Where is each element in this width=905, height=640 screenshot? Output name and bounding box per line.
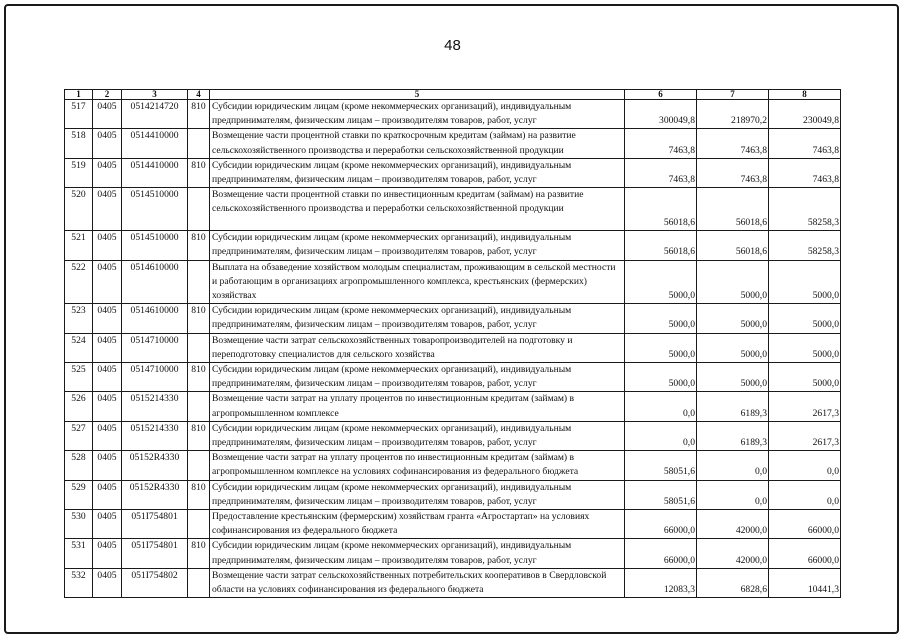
expense-type: 810: [188, 421, 210, 450]
row-number: 529: [65, 480, 93, 509]
column-header: 7: [697, 90, 769, 100]
expense-type: [188, 451, 210, 480]
row-description: Возмещение части затрат сельскохозяйственных потребительских кооперативов в Свердловской области на условиях софинансирования из федерального бюджета: [210, 568, 625, 597]
row-number: 527: [65, 421, 93, 450]
table-row: [65, 480, 841, 509]
table-row: [65, 333, 841, 362]
table-row: [65, 100, 841, 129]
amount-col6: 5000,0: [625, 304, 697, 333]
row-description: Субсидии юридическим лицам (кроме некоммерческих организаций), индивидуальным предпринимателям, физическим лицам – производителям товаров, работ, услуг: [210, 231, 625, 260]
amount-col7: 7463,8: [697, 129, 769, 158]
expense-type: [188, 260, 210, 304]
table-row: [65, 188, 841, 231]
target-code: 0514710000: [122, 363, 188, 392]
row-description: Возмещение части процентной ставки по инвестиционным кредитам (займам) на развитие сельскохозяйственного производства и переработки сельскохозяйственной продукции: [210, 188, 625, 231]
column-header: 2: [93, 90, 122, 100]
amount-col6: 58051,6: [625, 480, 697, 509]
expense-type: 810: [188, 231, 210, 260]
section-code: 0405: [93, 451, 122, 480]
amount-col7: 5000,0: [697, 333, 769, 362]
target-code: 05152R4330: [122, 451, 188, 480]
amount-col6: 66000,0: [625, 539, 697, 568]
target-code: 051I754802: [122, 568, 188, 597]
table-row: [65, 568, 841, 597]
amount-col6: 5000,0: [625, 333, 697, 362]
amount-col8: 2617,3: [769, 421, 841, 450]
row-description: Субсидии юридическим лицам (кроме некоммерческих организаций), индивидуальным предпринимателям, физическим лицам – производителям товаров, работ, услуг: [210, 304, 625, 333]
column-header: 6: [625, 90, 697, 100]
expense-type: [188, 129, 210, 158]
column-header: 5: [210, 90, 625, 100]
section-code: 0405: [93, 421, 122, 450]
target-code: 0514610000: [122, 304, 188, 333]
section-code: 0405: [93, 100, 122, 129]
table-row: [65, 260, 841, 304]
row-description: Субсидии юридическим лицам (кроме некоммерческих организаций), индивидуальным предпринимателям, физическим лицам – производителям товаров, работ, услуг: [210, 539, 625, 568]
amount-col8: 5000,0: [769, 304, 841, 333]
section-code: 0405: [93, 510, 122, 539]
amount-col8: 5000,0: [769, 260, 841, 304]
target-code: 051I754801: [122, 539, 188, 568]
expense-type: 810: [188, 539, 210, 568]
column-header: 4: [188, 90, 210, 100]
expense-type: [188, 392, 210, 421]
amount-col6: 66000,0: [625, 510, 697, 539]
amount-col8: 7463,8: [769, 129, 841, 158]
amount-col7: 7463,8: [697, 158, 769, 187]
row-number: 518: [65, 129, 93, 158]
expense-type: [188, 510, 210, 539]
target-code: 0514510000: [122, 188, 188, 231]
section-code: 0405: [93, 231, 122, 260]
section-code: 0405: [93, 158, 122, 187]
amount-col8: 66000,0: [769, 539, 841, 568]
row-description: Субсидии юридическим лицам (кроме некоммерческих организаций), индивидуальным предпринимателям, физическим лицам – производителям товаров, работ, услуг: [210, 158, 625, 187]
amount-col7: 5000,0: [697, 304, 769, 333]
amount-col7: 6189,3: [697, 392, 769, 421]
amount-col8: 10441,3: [769, 568, 841, 597]
amount-col6: 7463,8: [625, 158, 697, 187]
amount-col7: 56018,6: [697, 188, 769, 231]
amount-col7: 42000,0: [697, 539, 769, 568]
row-description: Возмещение части процентной ставки по краткосрочным кредитам (займам) на развитие сельскохозяйственного производства и переработки сельскохозяйственной продукции: [210, 129, 625, 158]
section-code: 0405: [93, 568, 122, 597]
table-row: [65, 451, 841, 480]
amount-col6: 12083,3: [625, 568, 697, 597]
expense-type: [188, 188, 210, 231]
row-number: 523: [65, 304, 93, 333]
row-description: Предоставление крестьянским (фермерским) хозяйствам гранта «Агростартап» на условиях софинансирования из федерального бюджета: [210, 510, 625, 539]
amount-col7: 42000,0: [697, 510, 769, 539]
page-number: 48: [444, 37, 461, 54]
amount-col7: 6828,6: [697, 568, 769, 597]
section-code: 0405: [93, 304, 122, 333]
column-header: 8: [769, 90, 841, 100]
amount-col8: 230049,8: [769, 100, 841, 129]
target-code: 05152R4330: [122, 480, 188, 509]
expense-type: 810: [188, 100, 210, 129]
table-row: [65, 129, 841, 158]
budget-table: [64, 89, 841, 598]
amount-col6: 0,0: [625, 392, 697, 421]
section-code: 0405: [93, 480, 122, 509]
row-number: 520: [65, 188, 93, 231]
expense-type: 810: [188, 158, 210, 187]
row-number: 526: [65, 392, 93, 421]
amount-col6: 56018,6: [625, 231, 697, 260]
amount-col7: 0,0: [697, 480, 769, 509]
amount-col8: 58258,3: [769, 231, 841, 260]
column-header: 1: [65, 90, 93, 100]
table-row: [65, 392, 841, 421]
row-description: Субсидии юридическим лицам (кроме некоммерческих организаций), индивидуальным предпринимателям, физическим лицам – производителям товаров, работ, услуг: [210, 480, 625, 509]
amount-col6: 58051,6: [625, 451, 697, 480]
amount-col7: 0,0: [697, 451, 769, 480]
table-row: [65, 304, 841, 333]
amount-col7: 6189,3: [697, 421, 769, 450]
row-number: 530: [65, 510, 93, 539]
target-code: 0515214330: [122, 421, 188, 450]
row-description: Выплата на обзаведение хозяйством молодым специалистам, проживающим в сельской местности и работающим в организациях агропромышленного комплекса, крестьянских (фермерских) хозяйствах: [210, 260, 625, 304]
section-code: 0405: [93, 333, 122, 362]
section-code: 0405: [93, 129, 122, 158]
amount-col8: 2617,3: [769, 392, 841, 421]
amount-col6: 0,0: [625, 421, 697, 450]
table-row: [65, 421, 841, 450]
row-description: Возмещение части затрат на уплату процентов по инвестиционным кредитам (займам) в агропромышленном комплексе на условиях софинансирования из федерального бюджета: [210, 451, 625, 480]
amount-col6: 300049,8: [625, 100, 697, 129]
amount-col7: 5000,0: [697, 260, 769, 304]
target-code: 0514510000: [122, 231, 188, 260]
amount-col6: 5000,0: [625, 260, 697, 304]
amount-col8: 66000,0: [769, 510, 841, 539]
row-number: 517: [65, 100, 93, 129]
amount-col8: 0,0: [769, 451, 841, 480]
amount-col7: 56018,6: [697, 231, 769, 260]
column-header: 3: [122, 90, 188, 100]
amount-col8: 5000,0: [769, 363, 841, 392]
row-description: Субсидии юридическим лицам (кроме некоммерческих организаций), индивидуальным предпринимателям, физическим лицам – производителям товаров, работ, услуг: [210, 100, 625, 129]
section-code: 0405: [93, 392, 122, 421]
target-code: 0514710000: [122, 333, 188, 362]
row-number: 532: [65, 568, 93, 597]
target-code: 0514410000: [122, 158, 188, 187]
amount-col7: 218970,2: [697, 100, 769, 129]
target-code: 0514410000: [122, 129, 188, 158]
target-code: 0514214720: [122, 100, 188, 129]
section-code: 0405: [93, 363, 122, 392]
table-row: [65, 363, 841, 392]
target-code: 0514610000: [122, 260, 188, 304]
section-code: 0405: [93, 260, 122, 304]
row-description: Субсидии юридическим лицам (кроме некоммерческих организаций), индивидуальным предпринимателям, физическим лицам – производителям товаров, работ, услуг: [210, 363, 625, 392]
row-number: 525: [65, 363, 93, 392]
header-row: [65, 90, 841, 100]
amount-col6: 7463,8: [625, 129, 697, 158]
amount-col8: 0,0: [769, 480, 841, 509]
amount-col6: 56018,6: [625, 188, 697, 231]
amount-col7: 5000,0: [697, 363, 769, 392]
amount-col6: 5000,0: [625, 363, 697, 392]
table-row: [65, 539, 841, 568]
expense-type: 810: [188, 363, 210, 392]
amount-col8: 58258,3: [769, 188, 841, 231]
row-description: Субсидии юридическим лицам (кроме некоммерческих организаций), индивидуальным предпринимателям, физическим лицам – производителям товаров, работ, услуг: [210, 421, 625, 450]
amount-col8: 7463,8: [769, 158, 841, 187]
target-code: 051I754801: [122, 510, 188, 539]
table-row: [65, 158, 841, 187]
section-code: 0405: [93, 188, 122, 231]
expense-type: 810: [188, 304, 210, 333]
row-number: 519: [65, 158, 93, 187]
table-row: [65, 231, 841, 260]
expense-type: 810: [188, 480, 210, 509]
row-number: 531: [65, 539, 93, 568]
row-number: 522: [65, 260, 93, 304]
row-number: 521: [65, 231, 93, 260]
expense-type: [188, 333, 210, 362]
section-code: 0405: [93, 539, 122, 568]
row-description: Возмещение части затрат сельскохозяйственных товаропроизводителей на подготовку и переподготовку специалистов для сельского хозяйства: [210, 333, 625, 362]
table-row: [65, 510, 841, 539]
target-code: 0515214330: [122, 392, 188, 421]
row-number: 528: [65, 451, 93, 480]
expense-type: [188, 568, 210, 597]
row-number: 524: [65, 333, 93, 362]
row-description: Возмещение части затрат на уплату процентов по инвестиционным кредитам (займам) в агропромышленном комплексе: [210, 392, 625, 421]
amount-col8: 5000,0: [769, 333, 841, 362]
